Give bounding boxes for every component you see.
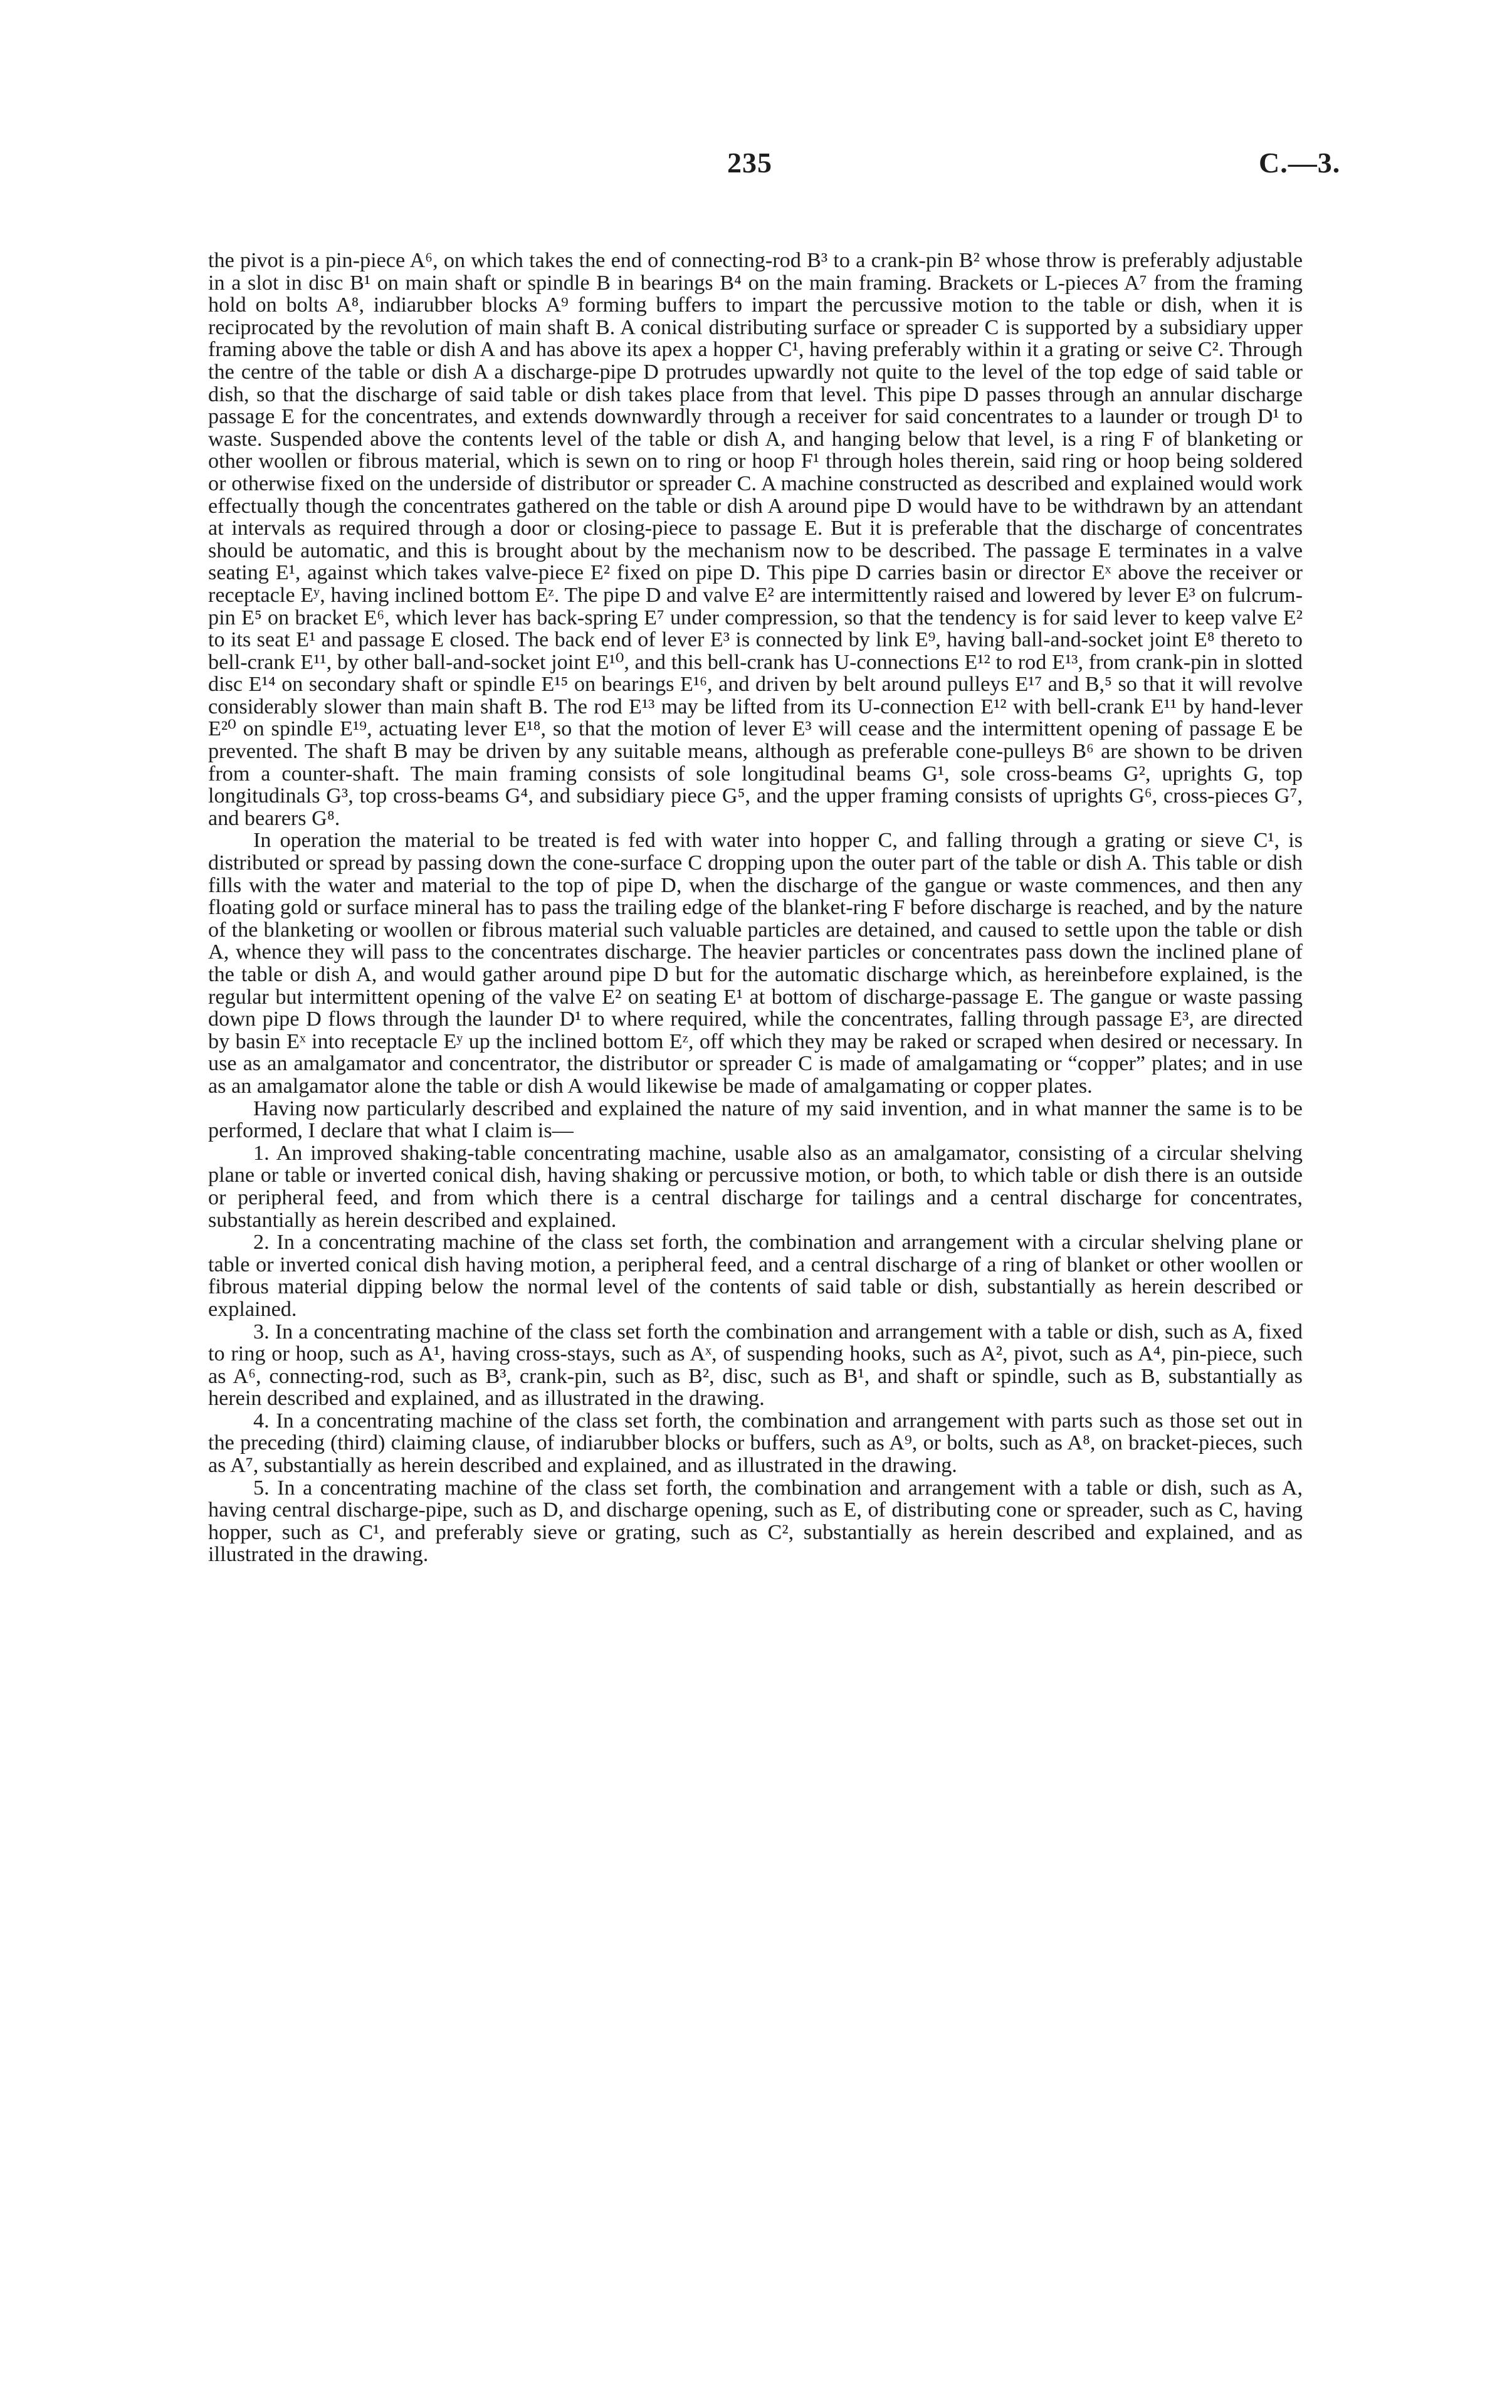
paragraph-operation: In operation the material to be treated is fed with water into hopper C, and falling through a grating or sieve C¹, is distributed or spread by passing down the cone-surface C dropping upon the outer part of the table or dish A. This table or dish fills with the water and material to the top of pipe D, when the discharge of the gangue or waste commences, and then any floating gold or surface mineral has to pass the trailing edge of the blanket-ring F before discharge is reached, and by the nature of the blanketing or woollen or fibrous material such valuable particles are detained, and caused to settle upon the table or dish A, whence they will pass to the concentrates discharge. The heavier particles or concentrates pass down the inclined plane of the table or dish A, and would gather around pipe D but for the automatic discharge which, as hereinbefore explained, is the regular but intermittent opening of the valve E² on seating E¹ at bottom of discharge-passage E. The gangue or waste passing down pipe D flows through the launder D¹ to where required, while the concentrates, falling through passage E³, are directed by basin Eˣ into receptacle Eʸ up the inclined bottom Eᶻ, off which they may be raked or scraped when desired or necessary. In use as an amalgamator and concentrator, the distributor or spreader C is made of amalgamating or “copper” plates; and in use as an amalgamator alone the table or dish A would likewise be made of amalgamating or copper plates.	[208, 829, 1303, 1098]
claim-2: 2. In a concentrating machine of the class set forth, the combination and arrangement with a circular shelving plane or table or inverted conical dish having motion, a peripheral feed, and a central discharge of a ring of blanket or other woollen or fibrous material dipping below the normal level of the contents of said table or dish, substantially as herein described or explained.	[208, 1231, 1303, 1321]
claim-3: 3. In a concentrating machine of the class set forth the combination and arrangement with a table or dish, such as A, fixed to ring or hoop, such as A¹, having cross-stays, such as Aˣ, of suspending hooks, such as A², pivot, such as A⁴, pin-piece, such as A⁶, connecting-rod, such as B³, crank-pin, such as B², disc, such as B¹, and shaft or spindle, such as B, substantially as herein described and explained, and as illustrated in the drawing.	[208, 1320, 1303, 1411]
claim-5: 5. In a concentrating machine of the class set forth, the combination and arrangement with a table or dish, such as A, having central discharge-pipe, such as D, and discharge opening, such as E, of distributing cone or spreader, such as C, having hopper, such as C¹, and preferably sieve or grating, such as C², substantially as herein described and explained, and as illustrated in the drawing.	[208, 1476, 1303, 1567]
claim-4: 4. In a concentrating machine of the class set forth, the combination and arrangement with parts such as those set out in the preceding (third) claiming clause, of indiarubber blocks or buffers, such as A⁹, or bolts, such as A⁸, on bracket-pieces, such as A⁷, substantially as herein described and explained, and as illustrated in the drawing.	[208, 1409, 1303, 1478]
paragraph-claims-intro: Having now particularly described and explained the nature of my said invention, and in what manner the same is to be performed, I declare that what I claim is—	[208, 1096, 1303, 1143]
page-number: 235	[727, 147, 772, 179]
page-reference: C.—3.	[1259, 147, 1341, 179]
document-body	[208, 250, 1303, 1566]
claim-1: 1. An improved shaking-table concentrating machine, usable also as an amalgamator, consisting of a circular shelving plane or table or inverted conical dish, having shaking or percussive motion, or both, to which table or dish there is an outside or peripheral feed, and from which there is a central discharge for tailings and a central discharge for concentrates, substantially as herein described and explained.	[208, 1141, 1303, 1232]
paragraph-mechanism: the pivot is a pin-piece A⁶, on which takes the end of connecting-rod B³ to a crank-pin B² whose throw is preferably adjustable in a slot in disc B¹ on main shaft or spindle B in bearings B⁴ on the main framing. Brackets or L-pieces A⁷ from the framing hold on bolts A⁸, indiarubber blocks A⁹ forming buffers to impart the percussive motion to the table or dish, when it is reciprocated by the revolution of main shaft B. A conical distributing surface or spreader C is supported by a subsidiary upper framing above the table or dish A and has above its apex a hopper C¹, having preferably within it a grating or seive C². Through the centre of the table or dish A a discharge-pipe D protrudes upwardly not quite to the level of the top edge of said table or dish, so that the discharge of said table or dish takes place from that level. This pipe D passes through an annular discharge passage E for the concentrates, and extends downwardly through a receiver for said concentrates to a launder or trough D¹ to waste. Suspended above the contents level of the table or dish A, and hanging below that level, is a ring F of blanketing or other woollen or fibrous material, which is sewn on to ring or hoop F¹ through holes therein, said ring or hoop being soldered or otherwise fixed on the underside of distributor or spreader C. A machine constructed as described and explained would work effectually though the concentrates gathered on the table or dish A around pipe D would have to be withdrawn by an attendant at intervals as required through a door or closing-piece to passage E. But it is preferable that the discharge of concentrates should be automatic, and this is brought about by the mechanism now to be described. The passage E terminates in a valve seating E¹, against which takes valve-piece E² fixed on pipe D. This pipe D carries basin or director Eˣ above the receiver or receptacle Eʸ, having inclined bottom Eᶻ. The pipe D and valve E² are intermittently raised and lowered by lever E³ on fulcrum-pin E⁵ on bracket E⁶, which lever has back-spring E⁷ under compression, so that the tendency is for said lever to keep valve E² to its seat E¹ and passage E closed. The back end of lever E³ is connected by link E⁹, having ball-and-socket joint E⁸ thereto to bell-crank E¹¹, by other ball-and-socket joint E¹⁰, and this bell-crank has U-connections E¹² to rod E¹³, from crank-pin in slotted disc E¹⁴ on secondary shaft or spindle E¹⁵ on bearings E¹⁶, and driven by belt around pulleys E¹⁷ and B,⁵ so that it will revolve considerably slower than main shaft B. The rod E¹³ may be lifted from its U-connection E¹² with bell-crank E¹¹ by hand-lever E²⁰ on spindle E¹⁹, actuating lever E¹⁸, so that the motion of lever E³ will cease and the intermittent opening of passage E be prevented. The shaft B may be driven by any suitable means, although as preferable cone-pulleys B⁶ are shown to be driven from a counter-shaft. The main framing consists of sole longitudinal beams G¹, sole cross-beams G², uprights G, top longitudinals G³, top cross-beams G⁴, and subsidiary piece G⁵, and the upper framing consists of uprights G⁶, cross-pieces G⁷, and bearers G⁸.	[208, 249, 1303, 830]
